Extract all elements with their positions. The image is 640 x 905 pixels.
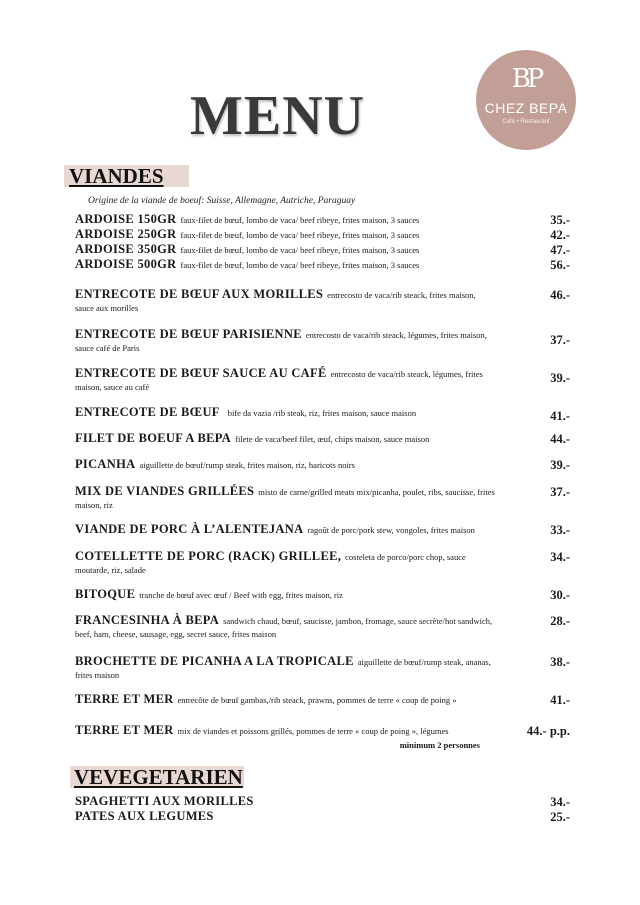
item-name: ARDOISE 150GR	[75, 212, 177, 226]
menu-item	[75, 328, 570, 354]
item-price: 39.-	[550, 371, 570, 385]
item-price: 42.-	[550, 228, 570, 242]
item-price: 34.-	[550, 795, 570, 809]
item-desc: costeleta de porco/porc chop, sauce moutarde, riz, salade	[75, 552, 466, 575]
page-title: MENU	[190, 85, 366, 147]
item-name: ARDOISE 350GR	[75, 242, 177, 256]
section-heading-vegetarien	[70, 766, 244, 788]
item-price: 46.-	[550, 288, 570, 302]
item-desc: entrecosto de vaca/rib steack, légumes, frites maison, sauce au café	[75, 369, 483, 392]
logo-monogram: BP	[511, 64, 541, 94]
restaurant-logo	[476, 50, 576, 150]
menu-item	[75, 367, 570, 393]
item-name: ENTRECOTE DE BŒUF AUX MORILLES	[75, 287, 324, 301]
item-price: 37.-	[550, 333, 570, 347]
item-price: 56.-	[550, 258, 570, 272]
item-desc: entrecôte de bœuf gambas,/rib steack, prawns, pommes de terre « coup de poing »	[177, 695, 457, 705]
item-desc: faux-filet de bœuf, lombo de vaca/ beef ribeye, frites maison, 3 sauces	[180, 245, 420, 255]
logo-name: CHEZ BEPA	[484, 100, 568, 116]
item-desc: aiguillette de bœuf/rump steak, frites maison, riz, haricots noirs	[139, 460, 355, 470]
section-heading-viandes	[64, 165, 189, 187]
item-name: VIANDE DE PORC À L’ALENTEJANA	[75, 522, 304, 536]
item-name: BITOQUE	[75, 587, 136, 601]
item-desc: entrecosto de vaca/rib steack, frites maison, sauce aux morilles	[75, 290, 476, 313]
item-price: 28.-	[550, 614, 570, 628]
menu-item	[75, 458, 570, 471]
menu-item	[75, 243, 570, 256]
item-price: 35.-	[550, 213, 570, 227]
menu-item	[75, 432, 570, 445]
item-price: 34.-	[550, 550, 570, 564]
logo-subtitle: Café • Restaurant	[502, 119, 550, 125]
item-price: 41.-	[550, 693, 570, 707]
item-desc: faux-filet de bœuf, lombo de vaca/ beef ribeye, frites maison, 3 sauces	[180, 215, 420, 225]
item-name: PATES AUX LEGUMES	[75, 809, 214, 823]
menu-item	[75, 523, 570, 536]
item-desc: tranche de bœuf avec œuf / Beef with egg, frites maison, riz	[139, 590, 343, 600]
item-desc: sandwich chaud, bœuf, saucisse, jambon, fromage, sauce secrète/hot sandwich, beef, ham, cheese, sausage, egg, secret sauce, frites maison	[75, 616, 493, 639]
menu-item	[75, 213, 570, 226]
meat-origin-note: Origine de la viande de boeuf: Suisse, Allemagne, Autriche, Paraguay	[88, 196, 356, 206]
menu-item	[75, 724, 570, 751]
item-price: 39.-	[550, 458, 570, 472]
menu-item	[75, 693, 570, 706]
item-price: 41.-	[550, 409, 570, 423]
item-name: MIX DE VIANDES GRILLÉES	[75, 484, 255, 498]
menu-item	[75, 485, 570, 511]
menu-item	[75, 795, 570, 807]
item-desc: mix de viandes et poissons grillés, pommes de terre « coup de poing », légumes	[177, 726, 449, 736]
item-name: ENTRECOTE DE BŒUF PARISIENNE	[75, 327, 302, 341]
item-name: ARDOISE 250GR	[75, 227, 177, 241]
item-name: BROCHETTE DE PICANHA A LA TROPICALE	[75, 654, 354, 668]
item-desc: ragoût de porc/pork stew, vongoles, frites maison	[307, 525, 475, 535]
item-desc: faux-filet de bœuf, lombo de vaca/ beef ribeye, frites maison, 3 sauces	[180, 230, 420, 240]
item-name: ARDOISE 500GR	[75, 257, 177, 271]
menu-item	[75, 228, 570, 241]
menu-item	[75, 405, 570, 423]
item-name: ENTRECOTE DE BŒUF	[75, 405, 220, 419]
item-price: 44.- p.p.	[526, 724, 570, 738]
item-name: FRANCESINHA À BEPA	[75, 613, 220, 627]
section-heading-vegetarien-text: VEVEGETARIEN	[74, 765, 243, 789]
menu-item	[75, 258, 570, 271]
item-desc: aiguillette de bœuf/rump steak, ananas, frites maison	[75, 657, 491, 680]
menu-item	[75, 614, 570, 640]
item-price: 47.-	[550, 243, 570, 257]
item-desc: faux-filet de bœuf, lombo de vaca/ beef ribeye, frites maison, 3 sauces	[180, 260, 420, 270]
menu-item	[75, 588, 570, 601]
menu-item	[75, 288, 570, 314]
item-name: FILET DE BOEUF A BEPA	[75, 431, 232, 445]
item-name: SPAGHETTI AUX MORILLES	[75, 794, 254, 808]
item-name: TERRE ET MER	[75, 692, 174, 706]
item-price: 44.-	[550, 432, 570, 446]
item-note: minimum 2 personnes	[399, 740, 480, 750]
item-desc: misto de carne/grilled meats mix/picanha, poulet, ribs, saucisse, frites maison, riz	[75, 487, 495, 510]
item-price: 30.-	[550, 588, 570, 602]
item-name: TERRE ET MER	[75, 723, 174, 737]
item-desc: entrecosto de vaca/rib steack, légumes, frites maison, sauce café de Paris	[75, 330, 487, 353]
item-name: COTELLETTE DE PORC (RACK) GRILLEE,	[75, 549, 342, 563]
item-name: PICANHA	[75, 457, 136, 471]
menu-item	[75, 655, 570, 681]
item-name: ENTRECOTE DE BŒUF SAUCE AU CAFÉ	[75, 366, 327, 380]
menu-item	[75, 550, 570, 576]
menu-item	[75, 810, 570, 822]
item-price: 38.-	[550, 655, 570, 669]
item-desc: filete de vaca/beef filet, œuf, chips maison, sauce maison	[235, 434, 430, 444]
item-price: 25.-	[550, 810, 570, 824]
item-price: 33.-	[550, 523, 570, 537]
section-heading-viandes-text: VIANDES	[69, 164, 164, 188]
item-price: 37.-	[550, 485, 570, 499]
item-desc: bife da vazia /rib steak, riz, frites maison, sauce maison	[227, 408, 417, 418]
